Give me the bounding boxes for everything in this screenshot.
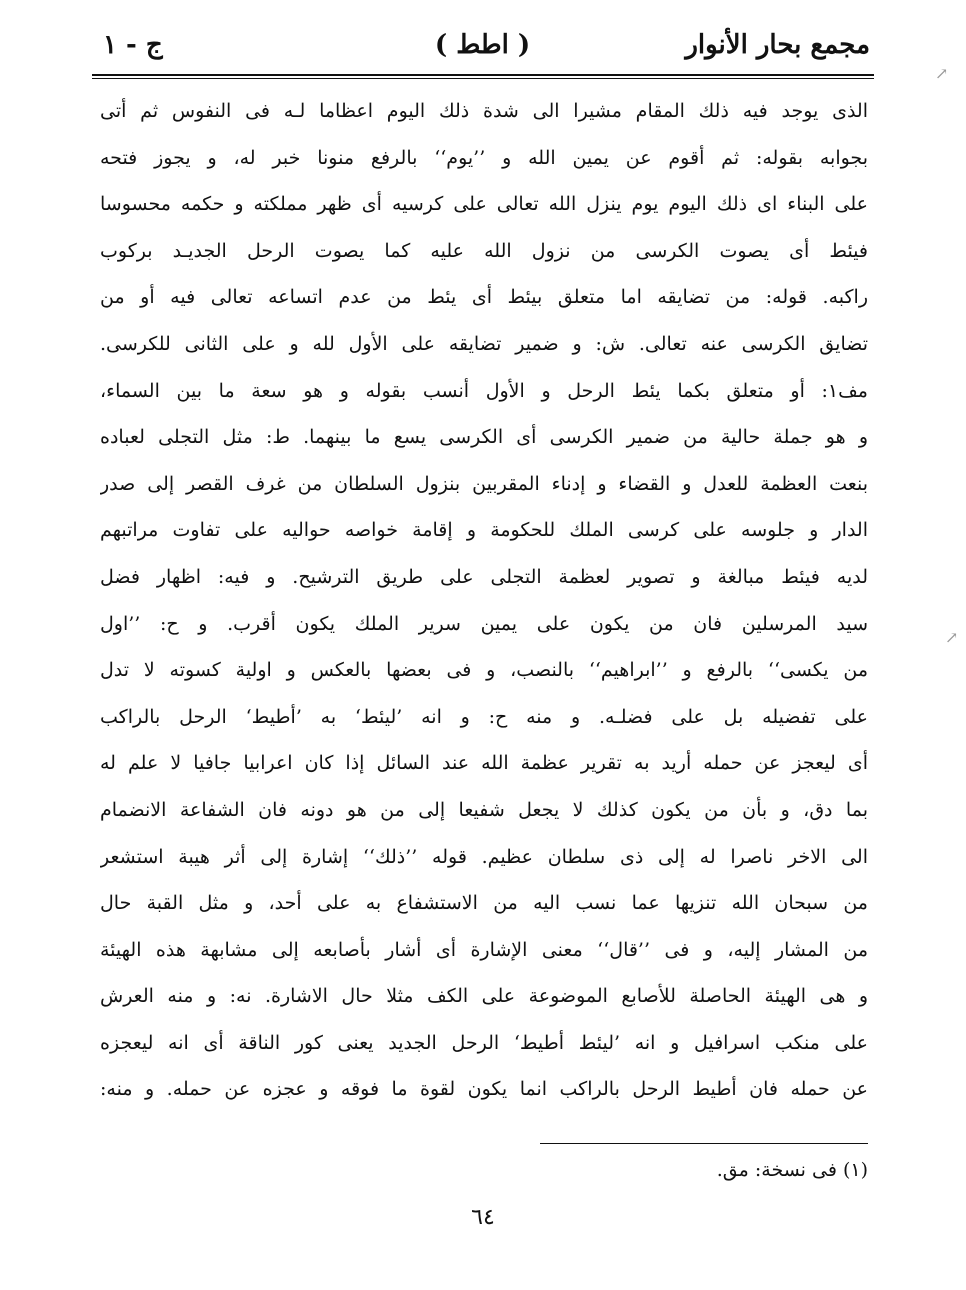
text-line: مف١: أو متعلق بكما يئط الرحل و الأول أنسب بقوله و هو سعة ما بين السماء، xyxy=(100,379,868,402)
text-line: من سبحان الله تنزيها عما نسب اليه من الاستشفاع به على أحد، و مثل القبة حال xyxy=(100,892,868,915)
book-title: مجمع بحار الأنوار xyxy=(685,30,870,60)
text-line: أى ليعجز عن حمله أريد به تقرير عظمة الله عند السائل إذا كان اعرابيا جافيا لا علم له xyxy=(100,752,868,775)
text-line: بما دق، و بأن من يكون كذلك لا يجعل شفيعا إلى من هو دونه فان الشفاعة الانضمام xyxy=(100,798,868,821)
text-line: بجوابه بقوله: ثم أقوم عن يمين الله و ’’يوم‘‘ بالرفع منونا خبر له، و يجوز فتحه xyxy=(100,146,868,169)
text-line: فيئط أى يصوت الكرسى من نزول الله عليه كما يصوت الرحل الجديـد بركوب xyxy=(100,239,868,262)
volume-label: ج - ١ xyxy=(103,30,163,60)
text-line: الى الاخر ناصرا له إلى ذى سلطان عظيم. قوله ’’ذلك‘‘ إشارة إلى أثر هيبة استشعر xyxy=(100,845,868,868)
main-text xyxy=(100,88,868,1113)
text-line: من المشار إليه، و فى ’’قال‘‘ معنى الإشارة أى أشار بأصابعه إلى مشابهة هذه الهيئة xyxy=(100,938,868,961)
page-header xyxy=(95,22,870,72)
root-heading: ( اطط ) xyxy=(434,30,531,60)
text-line: على منكب اسرافيل و انه ’ليئط أطيط‘ الرحل الجديد يعنى كور الناقة أى انه ليعجزه xyxy=(100,1031,868,1054)
text-line: الدار و جلوسه على كرسى الملك للحكومة و إقامة خواصه حواليه على تفاوت مراتبهم xyxy=(100,519,868,542)
text-line: الذى يوجد فيه ذلك المقام مشيرا الى شدة ذلك اليوم اعظاما لـه فى النفوس ثم أتى xyxy=(100,100,868,122)
text-line: بنعت العظمة للعدل و القضاء و إدناء المقربين بنزول السلطان من غرف القصر إلى صدر xyxy=(100,472,868,495)
footnote-rule xyxy=(540,1143,868,1144)
text-line: تضايق الكرسى عنه تعالى. ش: و ضمير تضايقه على الأول لله و على الثانى للكرسى. xyxy=(100,332,868,355)
text-line: راكبه. قوله: من تضايقه اما متعلق بيئط أى يئط من عدم اتساعه تعالى فيه أو من xyxy=(100,286,868,309)
footnote: (١) فى نسخة: مق. xyxy=(716,1159,868,1181)
text-line: لديه فيئط مبالغة و تصوير لعظمة التجلى على طريق الترشيح. و فيه: اظهار فضل xyxy=(100,565,868,588)
text-line: على البناء اى ذلك اليوم يوم ينزل الله تعالى على كرسيه أى ظهر مملكته و حكمه محسوسا xyxy=(100,193,868,216)
margin-mark: ↗ xyxy=(945,628,959,647)
header-rule xyxy=(92,74,874,79)
page-number: ٦٤ xyxy=(471,1205,495,1230)
text-line: من يكسى‘‘ بالرفع و ’’ابراهيم‘‘ بالنصب، و فى بعضها بالعكس و اولية كسوته لا تدل xyxy=(100,659,868,682)
text-line: على تفضيله بل على فضلـه. و منه ح: و انه ’ليئط‘ به ’أطيط‘ الرحل بالراكب xyxy=(100,705,868,728)
text-line: و هو جملة حالية من ضمير الكرسى أى الكرسى يسع ما بينهما. ط: مثل التجلى لعباده xyxy=(100,426,868,449)
text-line: و هى الهيئة الحاصلة للأصابع الموضوعة على الكف مثلا حال الاشارة. نه: و منه العرش xyxy=(100,985,868,1008)
margin-mark: ↗ xyxy=(935,64,949,83)
text-line: سيد المرسلين فان من يكون على يمين سرير الملك يكون أقرب. و ح: ’’اول xyxy=(100,612,868,635)
text-line: عن حمله فان أطيط الرحل بالراكب انما يكون لقوة ما فوقه و عجزه عن حمله. و منه: xyxy=(100,1078,868,1101)
